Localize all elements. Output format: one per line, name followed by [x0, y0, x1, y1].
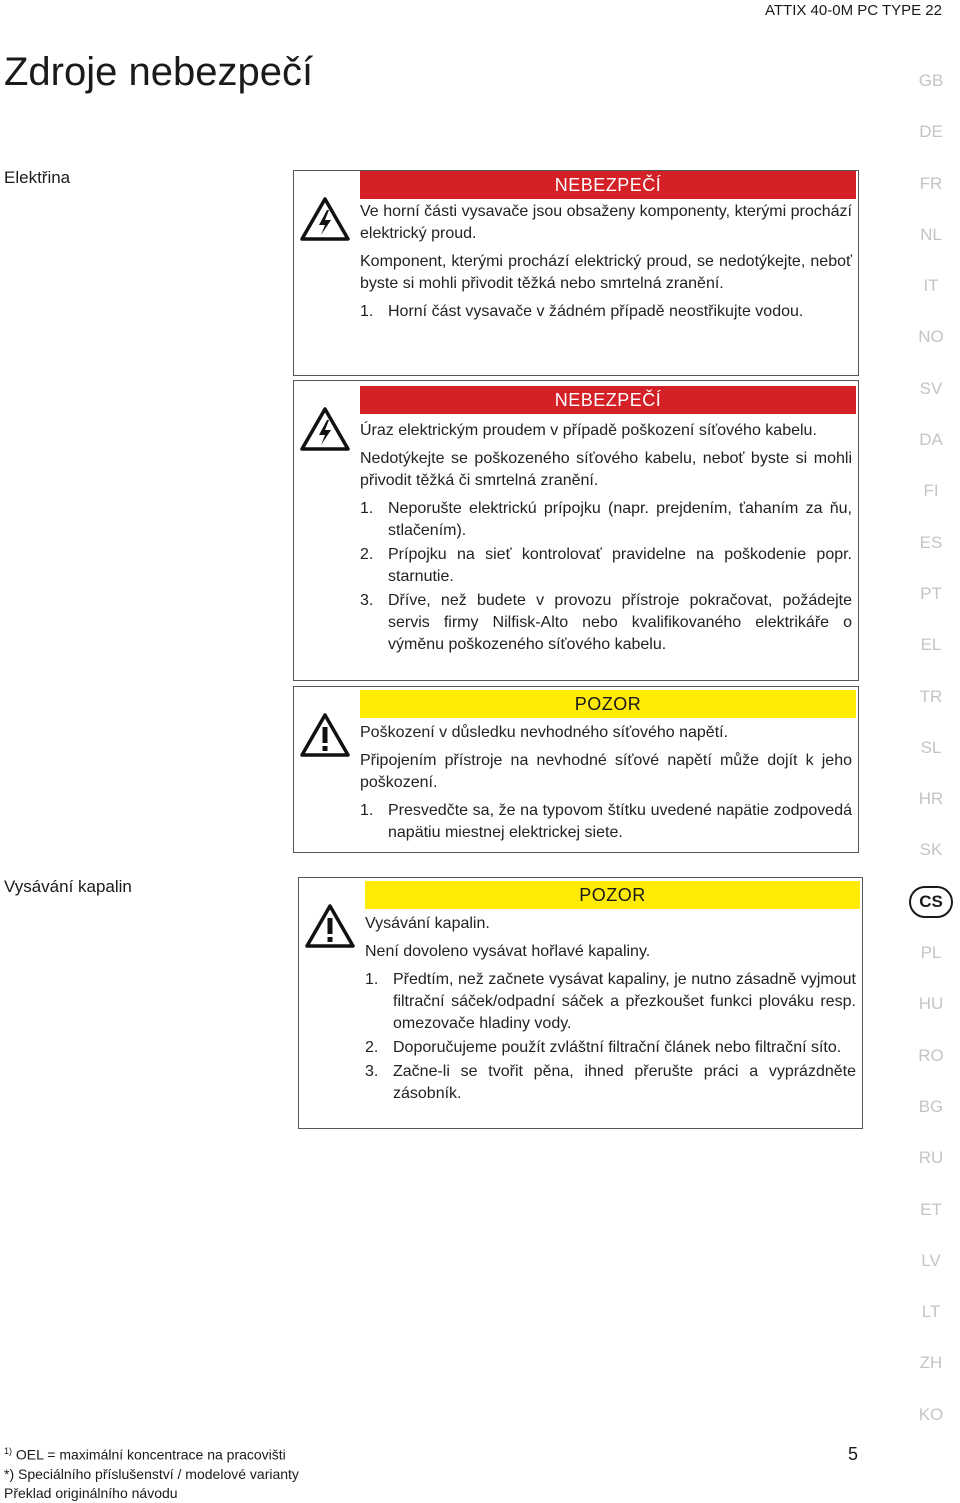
notice-paragraph: Komponent, kterými prochází elektrický proud, se nedotýkejte, neboť byste si mohli přivodit těžká nebo smrtelná zranění.: [360, 253, 852, 292]
instruction-step: 3. Dříve, než budete v provozu přístroje pokračovat, požádejte servis firmy Nilfisk-Alto nebo kvalifikovaného elektrikáře o výměnu poškozeného síťového kabelu.: [360, 592, 852, 653]
notice-paragraph: Připojením přístroje na nevhodné síťové napětí může dojít k jeho poškození.: [360, 752, 852, 791]
language-tab-pl[interactable]: PL: [920, 943, 942, 963]
language-tab-da[interactable]: DA: [919, 430, 943, 450]
instruction-step: 3. Začne-li se tvořit pěna, ihned přerušte práci a vyprázdněte zásobník.: [365, 1063, 856, 1102]
notice-paragraph: Nedotýkejte se poškozeného síťového kabelu, neboť byste si mohli přivodit těžká či smrtelná zranění.: [360, 450, 852, 489]
language-tab-hu[interactable]: HU: [918, 994, 944, 1014]
language-tab-el[interactable]: EL: [920, 635, 942, 655]
electric-hazard-icon: [300, 197, 350, 241]
footnote-translation: Překlad originálního návodu: [4, 1484, 178, 1501]
page-number: 5: [848, 1444, 859, 1464]
footnote-accessory: *) Speciálního příslušenství / modelové varianty: [4, 1465, 299, 1482]
model-header: ATTIX 40-0M PC TYPE 22: [764, 2, 942, 19]
language-tab-sk[interactable]: SK: [919, 840, 943, 860]
language-tab-es[interactable]: ES: [919, 532, 943, 552]
danger-notice-damaged-cable: [293, 380, 859, 681]
language-tab-sv[interactable]: SV: [919, 378, 943, 398]
caution-notice-liquids: [298, 877, 863, 1129]
language-tab-fr[interactable]: FR: [919, 173, 943, 193]
page-title: Zdroje nebezpečí: [4, 50, 314, 94]
caution-notice-voltage: [293, 686, 859, 853]
warning-exclamation-icon: [300, 713, 350, 757]
language-tab-it[interactable]: IT: [923, 276, 939, 296]
footnotes: [4, 1442, 299, 1503]
footnote-oel: $^{1)}$ OEL = maximální koncentrace na pracovišti: [4, 1446, 286, 1463]
language-tab-no[interactable]: NO: [918, 327, 944, 347]
warning-exclamation-icon: [305, 904, 355, 948]
language-tab-pt[interactable]: PT: [920, 583, 942, 603]
instruction-step: 1. Horní část vysavače v žádném případě neostřikujte vodou.: [360, 303, 804, 320]
section-label-electricity: Elektřina: [4, 168, 71, 187]
language-tab-zh[interactable]: ZH: [919, 1353, 943, 1373]
caution-banner: POZOR: [360, 690, 856, 718]
language-tab-ru[interactable]: RU: [918, 1148, 944, 1168]
language-tab-nl[interactable]: NL: [920, 224, 942, 244]
language-tab-bg[interactable]: BG: [918, 1096, 944, 1116]
language-tab-hr[interactable]: HR: [918, 789, 944, 809]
danger-banner: NEBEZPEČÍ: [360, 386, 856, 414]
language-tab-cs-active[interactable]: CS: [903, 879, 959, 930]
language-tab-et[interactable]: ET: [920, 1199, 942, 1219]
language-tab-ko[interactable]: KO: [918, 1404, 944, 1424]
notice-paragraph: Vysávání kapalin.: [365, 915, 490, 932]
notice-paragraph: Poškození v důsledku nevhodného síťového napětí.: [360, 724, 729, 741]
instruction-step: 1. Neporušte elektrickú prípojku (napr. prejdením, ťahaním za ňu, stlačením).: [360, 500, 852, 539]
language-tabs: [903, 58, 959, 1443]
instruction-step: 1. Předtím, než začnete vysávat kapaliny, je nutno zásadně vyjmout filtrační sáček/odpadní sáček a přezkoušet funkci plováku resp. omezovače hladiny vody.: [365, 971, 856, 1032]
danger-notice-live-parts: [293, 170, 859, 376]
notice-paragraph: Úraz elektrickým proudem v případě poškození síťového kabelu.: [360, 422, 817, 439]
instruction-step: 2. Prípojku na sieť kontrolovať pravidelne na poškodenie popr. starnutie.: [360, 546, 852, 585]
danger-banner: NEBEZPEČÍ: [360, 171, 856, 199]
language-tab-de[interactable]: DE: [919, 122, 943, 142]
section-label-liquids: Vysávání kapalin: [4, 877, 132, 896]
language-tab-tr[interactable]: TR: [919, 686, 943, 706]
instruction-step: 1. Presvedčte sa, že na typovom štítku uvedené napätie zodpovedá napätiu miestnej elektrickej siete.: [360, 802, 852, 841]
language-tab-lt[interactable]: LT: [921, 1302, 941, 1322]
language-tab-fi[interactable]: FI: [923, 481, 939, 501]
language-tab-sl[interactable]: SL: [920, 737, 942, 757]
electric-hazard-icon: [300, 407, 350, 451]
notice-paragraph: Ve horní části vysavače jsou obsaženy komponenty, kterými prochází elektrický proud.: [360, 203, 852, 242]
language-tab-ro[interactable]: RO: [918, 1045, 944, 1065]
language-tab-gb[interactable]: GB: [918, 71, 944, 90]
caution-banner: POZOR: [365, 881, 860, 909]
instruction-step: 2. Doporučujeme použít zvláštní filtrační článek nebo filtrační síto.: [365, 1039, 842, 1056]
language-tab-lv[interactable]: LV: [921, 1250, 941, 1270]
notice-paragraph: Není dovoleno vysávat hořlavé kapaliny.: [365, 943, 651, 960]
